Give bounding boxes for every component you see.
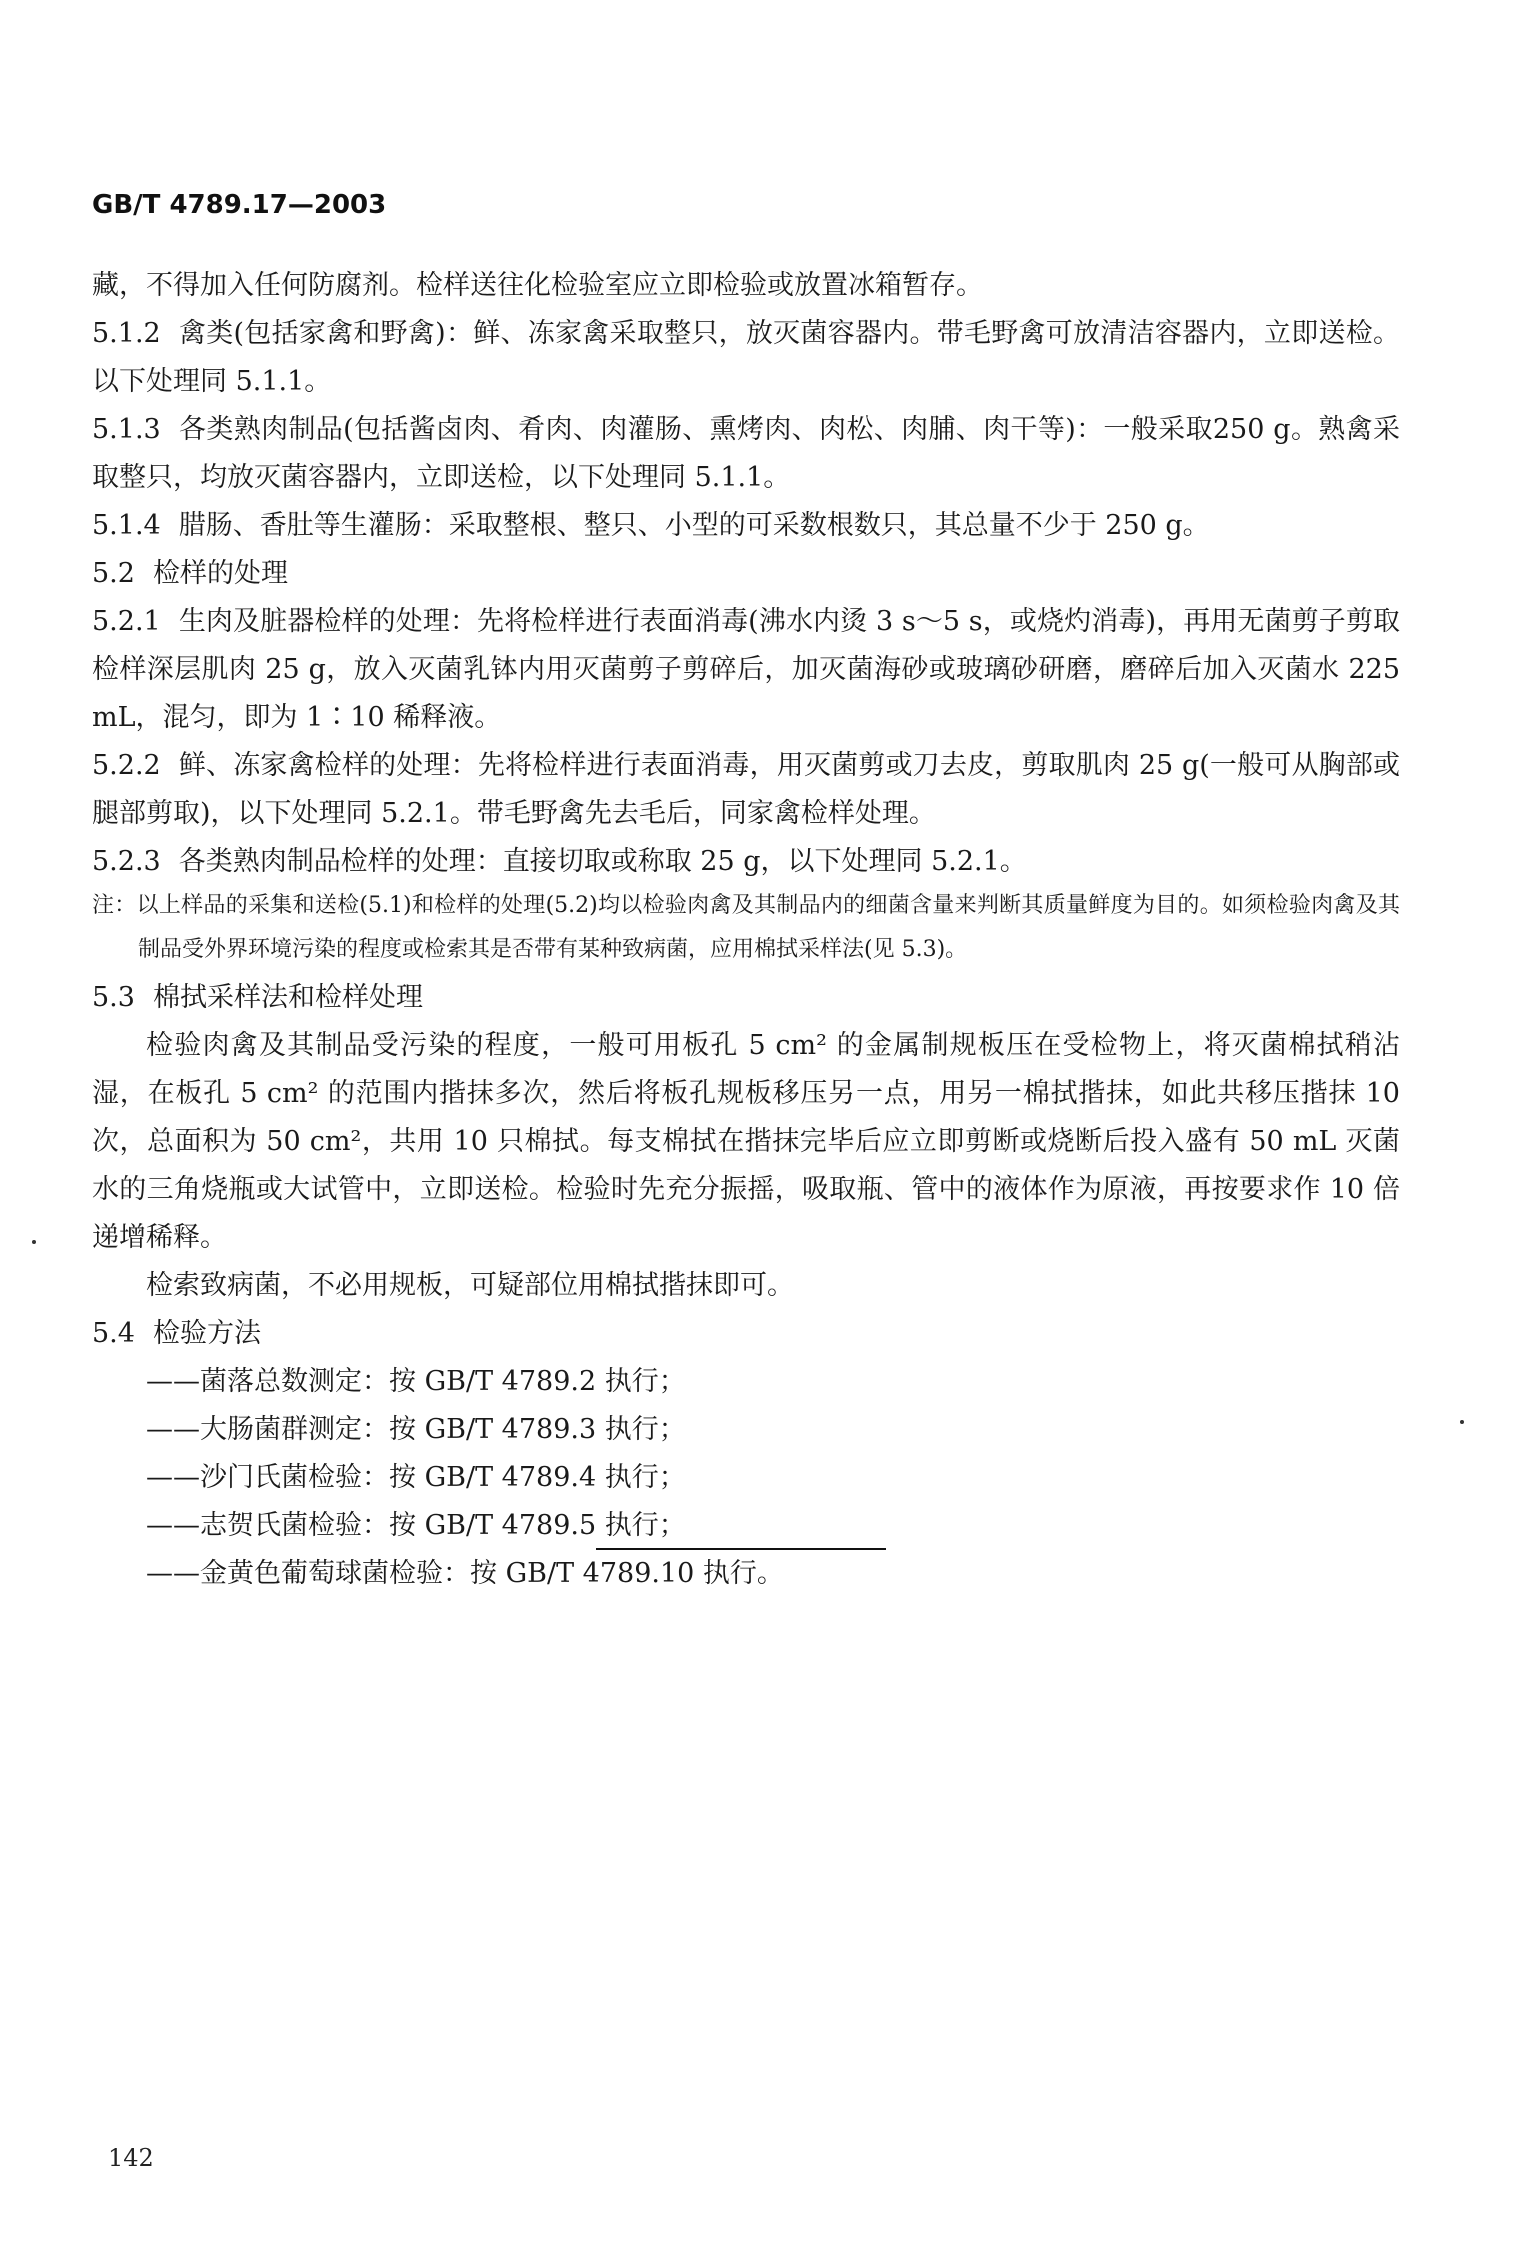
clause-text: 腊肠、香肚等生灌肠：采取整根、整只、小型的可采数根数只，其总量不少于 250 g。 xyxy=(178,510,1210,541)
scan-speck xyxy=(32,1240,36,1244)
section-number: 5.2 xyxy=(92,558,135,589)
clause-number: 5.2.1 xyxy=(92,606,161,637)
paragraph-continuation xyxy=(92,262,1400,310)
clause-text: 鲜、冻家禽检样的处理：先将检样进行表面消毒，用灭菌剪或刀去皮，剪取肌肉 25 g(一般可从胸部或腿部剪取)，以下处理同 5.2.1。带毛野禽先去毛后，同家禽检样处理。 xyxy=(92,750,1400,829)
list-item: ——金黄色葡萄球菌检验：按 GB/T 4789.10 执行。 xyxy=(146,1558,784,1589)
clause-number: 5.1.3 xyxy=(92,414,161,445)
list-item: ——菌落总数测定：按 GB/T 4789.2 执行； xyxy=(146,1366,686,1397)
section-5-3-paragraph: 检验肉禽及其制品受污染的程度，一般可用板孔 5 cm² 的金属制规板压在受检物上，将灭菌棉拭稍沾湿，在板孔 5 cm² 的范围内揩抹多次，然后将板孔规板移压另一点，用另一棉拭揩抹，如此共移压揩抹 10 次，总面积为 50 cm²，共用 10 只棉拭。每支棉拭在揩抹完毕后应立即剪断或烧断后投入盛有 50 mL 灭菌水的三角烧瓶或大试管中，立即送检。检验时先充分振摇，吸取瓶、管中的液体作为原液，再按要求作 10 倍递增稀释。 xyxy=(92,1030,1400,1253)
clause-number: 5.2.2 xyxy=(92,750,161,781)
clause-5-1-2 xyxy=(92,310,1400,406)
section-5-4-heading xyxy=(92,1310,1400,1358)
clause-5-2-3 xyxy=(92,838,1400,886)
clause-5-1-3 xyxy=(92,406,1400,502)
section-title: 检验方法 xyxy=(152,1318,261,1349)
clause-5-1-4 xyxy=(92,502,1400,550)
section-title: 棉拭采样法和检样处理 xyxy=(152,982,423,1013)
document-body xyxy=(92,262,1400,1598)
section-5-2-heading xyxy=(92,550,1400,598)
clause-text: 各类熟肉制品检样的处理：直接切取或称取 25 g，以下处理同 5.2.1。 xyxy=(178,846,1027,877)
section-5-3-paragraph: 检索致病菌，不必用规板，可疑部位用棉拭揩抹即可。 xyxy=(146,1270,794,1301)
clause-5-2-1 xyxy=(92,598,1400,742)
clause-text: 生肉及脏器检样的处理：先将检样进行表面消毒(沸水内烫 3 s～5 s，或烧灼消毒)，再用无菌剪子剪取检样深层肌肉 25 g，放入灭菌乳钵内用灭菌剪子剪碎后，加灭菌海砂或玻璃砂研磨，磨碎后加入灭菌水 225 mL，混匀，即为 1∶10 稀释液。 xyxy=(92,606,1400,733)
clause-number: 5.1.4 xyxy=(92,510,161,541)
clause-text: 各类熟肉制品(包括酱卤肉、肴肉、肉灌肠、熏烤肉、肉松、肉脯、肉干等)：一般采取250 g。熟禽采取整只，均放灭菌容器内，立即送检，以下处理同 5.1.1。 xyxy=(92,414,1400,493)
section-number: 5.4 xyxy=(92,1318,135,1349)
paragraph-text: 藏，不得加入任何防腐剂。检样送往化检验室应立即检验或放置冰箱暂存。 xyxy=(92,270,983,301)
section-number: 5.3 xyxy=(92,982,135,1013)
end-rule xyxy=(596,1548,886,1550)
section-title: 检样的处理 xyxy=(152,558,288,589)
page-number: 142 xyxy=(108,2144,154,2172)
list-item: ——志贺氏菌检验：按 GB/T 4789.5 执行； xyxy=(146,1510,686,1541)
section-5-3-heading xyxy=(92,974,1400,1022)
clause-5-2-2 xyxy=(92,742,1400,838)
list-item: ——大肠菌群测定：按 GB/T 4789.3 执行； xyxy=(146,1414,686,1445)
list-item: ——沙门氏菌检验：按 GB/T 4789.4 执行； xyxy=(146,1462,686,1493)
clause-number: 5.1.2 xyxy=(92,318,161,349)
note: 注：以上样品的采集和送检(5.1)和检样的处理(5.2)均以检验肉禽及其制品内的细菌含量来判断其质量鲜度为目的。如须检验肉禽及其制品受外界环境污染的程度或检索其是否带有某种致病菌，应用棉拭采样法(见 5.3)。 xyxy=(92,893,1400,962)
scan-speck xyxy=(1460,1420,1464,1424)
standard-code: GB/T 4789.17—2003 xyxy=(92,190,387,220)
clause-text: 禽类(包括家禽和野禽)：鲜、冻家禽采取整只，放灭菌容器内。带毛野禽可放清洁容器内，立即送检。以下处理同 5.1.1。 xyxy=(92,318,1400,397)
clause-number: 5.2.3 xyxy=(92,846,161,877)
